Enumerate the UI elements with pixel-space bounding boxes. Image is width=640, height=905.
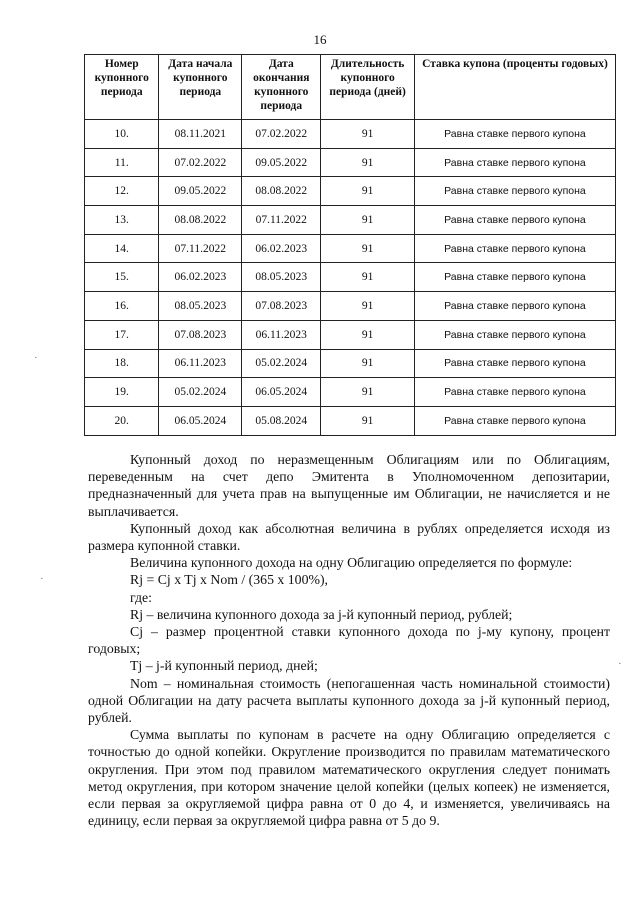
- period-number-cell: 12.: [85, 177, 159, 206]
- paragraph: Купонный доход по неразмещенным Облигациям или по Облигациям, переведенным на счет депо Эмитента в Уполномоченном депозитарии, предназначенный для учета прав на выпущенные им Облигации, не начисляется и не выплачивается.: [88, 452, 610, 519]
- duration-cell: 91: [321, 378, 415, 407]
- header-start-date: Дата начала купонного периода: [159, 55, 242, 120]
- table-row: [85, 148, 616, 177]
- scan-mark: ·: [34, 352, 38, 364]
- table-row: [85, 177, 616, 206]
- end-date-cell: 05.02.2024: [242, 349, 321, 378]
- duration-cell: 91: [321, 234, 415, 263]
- scan-mark: ·: [618, 658, 622, 670]
- period-number-cell: 20.: [85, 406, 159, 435]
- duration-cell: 91: [321, 292, 415, 321]
- table-row: [85, 349, 616, 378]
- coupon-rate-cell: Равна ставке первого купона: [414, 234, 615, 263]
- paragraph: Сумма выплаты по купонам в расчете на одну Облигацию определяется с точностью до одной копейки. Округление производится по правилам математического округления. При этом под правилом математического округления следует понимать метод округления, при котором значение целой копейки (целых копеек) не изменяется, если первая за округляемой цифра равна от 0 до 4, и изменяется, увеличиваясь на единицу, если первая за округляемой цифра равна от 5 до 9.: [88, 727, 610, 829]
- duration-cell: 91: [321, 320, 415, 349]
- start-date-cell: 06.02.2023: [159, 263, 242, 292]
- coupon-rate-cell: Равна ставке первого купона: [414, 120, 615, 149]
- end-date-cell: 06.11.2023: [242, 320, 321, 349]
- end-date-cell: 06.02.2023: [242, 234, 321, 263]
- table-row: [85, 320, 616, 349]
- paragraph: Величина купонного дохода на одну Облигацию определяется по формуле:: [130, 555, 573, 571]
- paragraph: где:: [130, 589, 152, 605]
- start-date-cell: 06.11.2023: [159, 349, 242, 378]
- body-text: [88, 451, 610, 829]
- duration-cell: 91: [321, 349, 415, 378]
- header-period-number: Номер купонного периода: [85, 55, 159, 120]
- table-row: [85, 206, 616, 235]
- table-row: [85, 406, 616, 435]
- end-date-cell: 07.11.2022: [242, 206, 321, 235]
- period-number-cell: 19.: [85, 378, 159, 407]
- paragraph: Nom – номинальная стоимость (непогашенная часть номинальной стоимости) одной Облигации на дату расчета выплаты купонного дохода за j-й купонный период, рублей.: [88, 675, 610, 726]
- end-date-cell: 08.05.2023: [242, 263, 321, 292]
- table-row: [85, 120, 616, 149]
- start-date-cell: 05.02.2024: [159, 378, 242, 407]
- start-date-cell: 07.02.2022: [159, 148, 242, 177]
- table-row: [85, 234, 616, 263]
- header-coupon-rate: Ставка купона (проценты годовых): [414, 55, 615, 120]
- table-row: [85, 378, 616, 407]
- duration-cell: 91: [321, 206, 415, 235]
- end-date-cell: 09.05.2022: [242, 148, 321, 177]
- period-number-cell: 18.: [85, 349, 159, 378]
- start-date-cell: 06.05.2024: [159, 406, 242, 435]
- duration-cell: 91: [321, 406, 415, 435]
- coupon-schedule-table: [84, 54, 616, 436]
- period-number-cell: 16.: [85, 292, 159, 321]
- header-row: [85, 55, 616, 120]
- end-date-cell: 07.08.2023: [242, 292, 321, 321]
- paragraph: Rj = Cj x Tj x Nom / (365 x 100%),: [130, 572, 328, 588]
- paragraph: Rj – величина купонного дохода за j-й купонный период, рублей;: [130, 606, 513, 622]
- period-number-cell: 15.: [85, 263, 159, 292]
- coupon-rate-cell: Равна ставке первого купона: [414, 177, 615, 206]
- coupon-rate-cell: Равна ставке первого купона: [414, 378, 615, 407]
- scan-mark: ·: [40, 573, 44, 585]
- start-date-cell: 07.11.2022: [159, 234, 242, 263]
- start-date-cell: 08.05.2023: [159, 292, 242, 321]
- duration-cell: 91: [321, 148, 415, 177]
- period-number-cell: 11.: [85, 148, 159, 177]
- period-number-cell: 14.: [85, 234, 159, 263]
- coupon-rate-cell: Равна ставке первого купона: [414, 292, 615, 321]
- paragraph: Tj – j-й купонный период, дней;: [130, 658, 318, 674]
- table-row: [85, 263, 616, 292]
- duration-cell: 91: [321, 263, 415, 292]
- coupon-rate-cell: Равна ставке первого купона: [414, 263, 615, 292]
- table-row: [85, 292, 616, 321]
- start-date-cell: 08.11.2021: [159, 120, 242, 149]
- end-date-cell: 05.08.2024: [242, 406, 321, 435]
- period-number-cell: 13.: [85, 206, 159, 235]
- period-number-cell: 10.: [85, 120, 159, 149]
- coupon-rate-cell: Равна ставке первого купона: [414, 320, 615, 349]
- end-date-cell: 07.02.2022: [242, 120, 321, 149]
- start-date-cell: 09.05.2022: [159, 177, 242, 206]
- end-date-cell: 06.05.2024: [242, 378, 321, 407]
- start-date-cell: 07.08.2023: [159, 320, 242, 349]
- header-end-date: Дата окончания купонного периода: [242, 55, 321, 120]
- paragraph: Купонный доход как абсолютная величина в рублях определяется исходя из размера купонной ставки.: [88, 520, 610, 554]
- paragraph: Cj – размер процентной ставки купонного дохода по j-му купону, процент годовых;: [88, 624, 610, 657]
- page-number: 16: [313, 32, 327, 47]
- coupon-rate-cell: Равна ставке первого купона: [414, 349, 615, 378]
- duration-cell: 91: [321, 120, 415, 149]
- coupon-rate-cell: Равна ставке первого купона: [414, 406, 615, 435]
- coupon-rate-cell: Равна ставке первого купона: [414, 206, 615, 235]
- start-date-cell: 08.08.2022: [159, 206, 242, 235]
- header-duration: Длительность купонного периода (дней): [321, 55, 415, 120]
- duration-cell: 91: [321, 177, 415, 206]
- table-body: [85, 120, 616, 436]
- coupon-rate-cell: Равна ставке первого купона: [414, 148, 615, 177]
- table-header: [85, 55, 616, 120]
- end-date-cell: 08.08.2022: [242, 177, 321, 206]
- period-number-cell: 17.: [85, 320, 159, 349]
